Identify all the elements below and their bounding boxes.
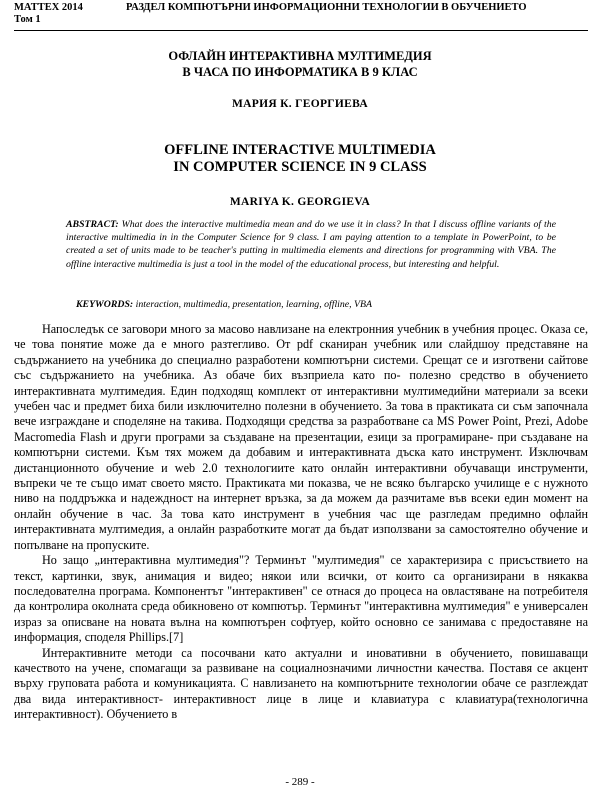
title-bulgarian — [0, 48, 600, 80]
journal-name: MATTEX 2014 — [14, 2, 83, 13]
abstract-text: What does the interactive multimedia mean and do we use it in class? In that I discuss offline variants of the interactive multimedia in in the Computer Science for 9 class. I am paying attention to a template in PowerPoint, to be created a set of units made to be teacher's putting in multimedia elements and directions for programming with VBA. The offline interactive multimedia is just a tool in the model of the educational process, but interesting and helpful. — [66, 219, 556, 270]
title-bg-line1: ОФЛАЙН ИНТЕРАКТИВНА МУЛТИМЕДИЯ — [168, 49, 432, 63]
body-text — [14, 322, 588, 723]
author-bulgarian: МАРИЯ К. ГЕОРГИЕВА — [232, 98, 368, 110]
title-en-line1: OFFLINE INTERACTIVE MULTIMEDIA — [164, 142, 436, 158]
body-paragraph: Интерактивните методи са посочвани като актуални и иновативни в обучението, повишаващи качеството на учене, спомагащи за развиване на социалнозначими личностни качества. Поставя се акцент върху груповата работа и комуникацията. С навлизането на компютърните технологии обаче се разглеждат два вида интерактивност- интерактивност лице в лице и клавиатура с клавиатура(технологична интерактивност). Обучението в — [14, 645, 588, 722]
page-number: - 289 - — [285, 776, 315, 788]
journal-info — [14, 2, 83, 26]
keywords — [76, 298, 556, 311]
keywords-label: KEYWORDS: — [76, 299, 134, 310]
abstract — [66, 218, 556, 271]
title-en-line2: IN COMPUTER SCIENCE IN 9 CLASS — [173, 159, 427, 175]
journal-volume: Том 1 — [14, 14, 41, 25]
abstract-label: ABSTRACT: — [66, 219, 119, 230]
header-rule — [14, 30, 588, 31]
body-paragraph: Напоследък се заговори много за масово навлизане на електронния учебник в учебния процес. Оказа се, че това понятие може да е много разтегливо. От pdf сканиран учебник или слайдшоу представяне на съдържанието на учебника до специално разработени компютърни системи. Срещат се и изготвени сайтове със съдържанието на учебника. Аз обаче бих възприела като по- полезно средство в обучението интерактивната мултимедия. Един подходящ комплект от интерактивни мултимедийни материали за всеки учебен час и предмет биха били изключително полезни в обучението. За това в практиката си съм започнала вече изграждане и споделяне на такива. Подходящи средства за разработване са MS Power Point, Prezi, Adobe Macromedia Flash и други програми за създаване на презентации, езици за програмиране- при създаване на компютърни системи. Към тях можем да добавим и интерактивната дъска като инструмент. Изключвам дистанционното обучение и web 2.0 технологиите като онлайн интерактивни обучаващи инструменти, въпреки че те също имат своето място. Практиката ми показва, че не всяко българско училище е с нужното ниво на поддръжка и надеждност на интернет връзка, за да можем да разчитаме във всеки един момент на онлайн обучение в час. За това като инструмент в учебния час ще разгледам предимно офлайн интерактивната мултимедия, а онлайн разработките могат да бъдат използвани за самостоятелно обучение и попълване на пропуските. — [14, 322, 588, 552]
body-paragraph: Но защо „интерактивна мултимедия"? Терминът "мултимедия" се характеризира с присъствието на текст, картинки, звук, анимация и видео; някои или всички, от които са организирани в някаква последователна програма. Компонентът "интерактивен" се отнася до процеса на овластяване на потребителя да контролира околната среда обикновено от компютър. Терминът "интерактивна мултимедия" е универсален израз за описване на новата вълна на компютърен софтуер, който основно се занимава с предоставяне на информация, споделя Phillips.[7] — [14, 553, 588, 645]
title-bg-line2: В ЧАСА ПО ИНФОРМАТИКА В 9 КЛАС — [182, 65, 418, 79]
title-english — [0, 142, 600, 176]
keywords-text: interaction, multimedia, presentation, learning, offline, VBA — [135, 299, 372, 310]
section-title: РАЗДЕЛ КОМПЮТЪРНИ ИНФОРМАЦИОННИ ТЕХНОЛОГИИ В ОБУЧЕНИЕТО — [126, 2, 527, 13]
author-english: MARIYA K. GEORGIEVA — [229, 196, 371, 208]
